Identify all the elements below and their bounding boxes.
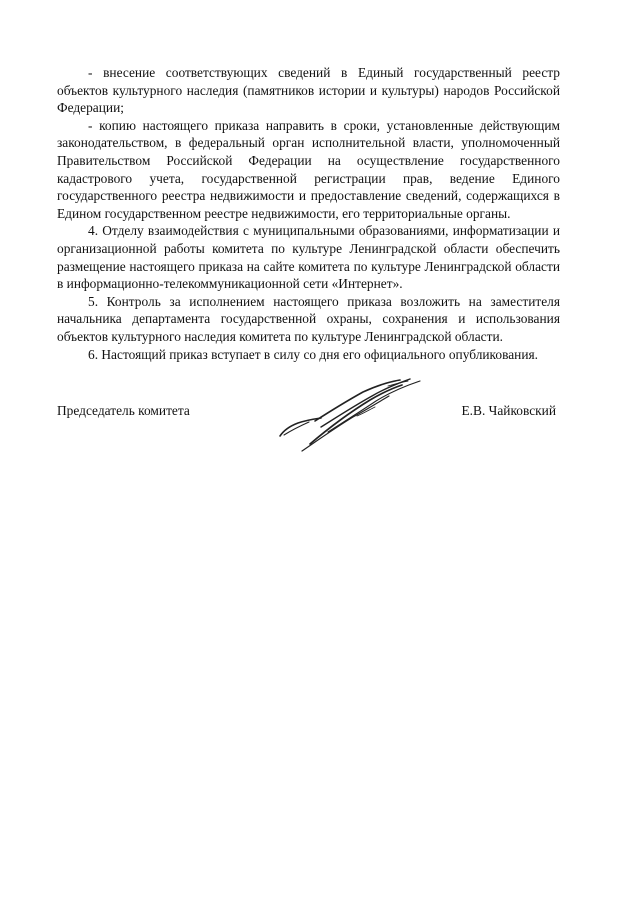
handwritten-signature bbox=[274, 372, 438, 454]
paragraph-send-copy: - копию настоящего приказа направить в сроки, установленные действующим законодательством, в федеральный орган исполнительной власти, уполномоченный Правительством Российской Федерации на осуществление государственного кадастрового учета, государственной регистрации прав, ведение Единого государственного реестра недвижимости и предоставление сведений, содержащихся в Едином государственном реестре недвижимости, его территориальные органы. bbox=[57, 117, 560, 221]
document-body bbox=[57, 64, 560, 363]
signatory-position: Председатель комитета bbox=[57, 403, 190, 418]
paragraph-registry-entry: - внесение соответствующих сведений в Единый государственный реестр объектов культурного наследия (памятников истории и культуры) народов Российской Федерации; bbox=[57, 65, 560, 116]
paragraph-item-4: 4. Отделу взаимодействия с муниципальными образованиями, информатизации и организационной работы комитета по культуре Ленинградской области обеспечить размещение настоящего приказа на сайте комитета по культуре Ленинградской области в информационно-телекоммуникационной сети «Интернет». bbox=[57, 223, 560, 292]
signatory-name: Е.В. Чайковский bbox=[461, 403, 556, 418]
paragraph-item-5: 5. Контроль за исполнением настоящего приказа возложить на заместителя начальника департамента государственной охраны, сохранения и использования объектов культурного наследия комитета по культуре Ленинградской области. bbox=[57, 293, 560, 344]
paragraph-item-6: 6. Настоящий приказ вступает в силу со дня его официального опубликования. bbox=[88, 346, 538, 362]
